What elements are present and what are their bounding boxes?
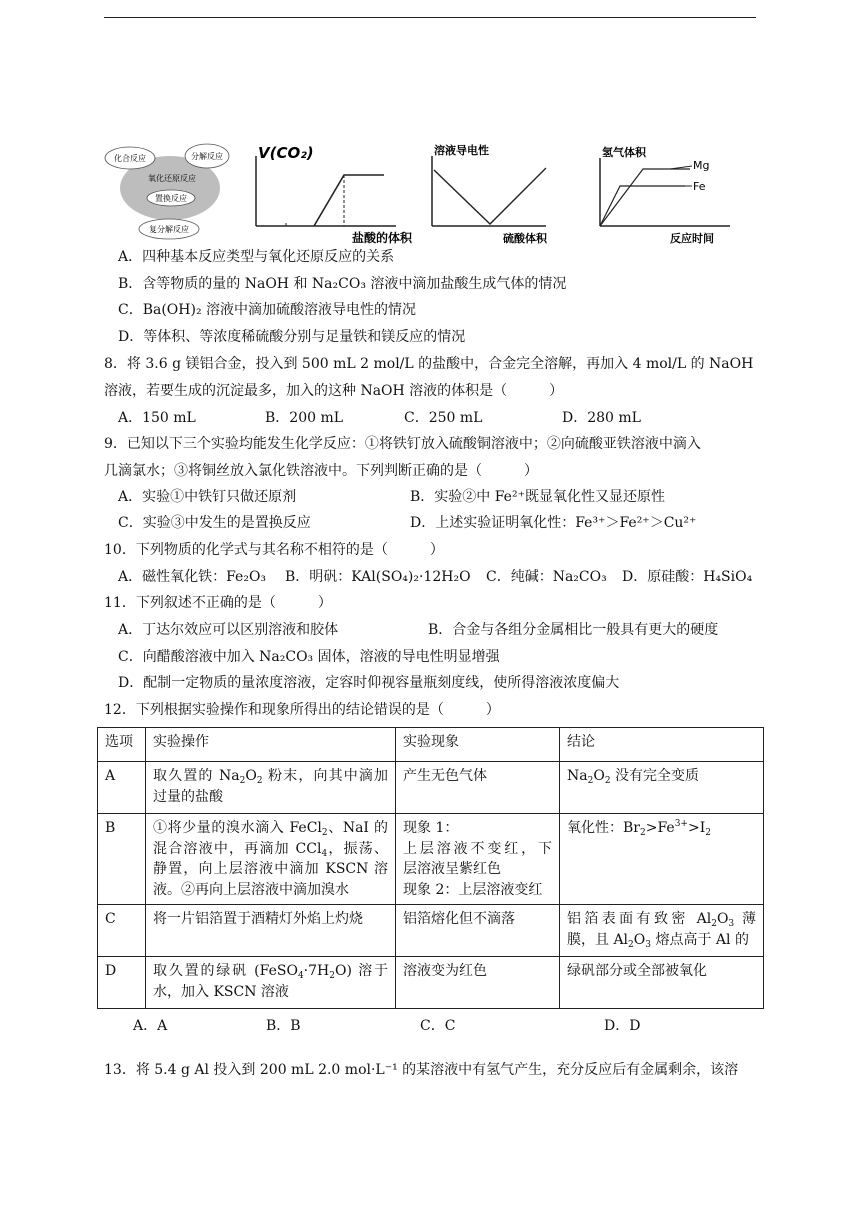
row-a-operation: 取久置的 $Na_2O_2$ 粉末，向其中滴加 过量的盐酸 [146, 762, 396, 814]
row-c-operation: 将一片铝箔置于酒精灯外焰上灼烧 [146, 905, 396, 957]
row-a-conclusion: $Na_2O_2$ 没有完全变质 [560, 762, 764, 814]
label-combination: 化合反应 [114, 154, 146, 163]
q11-option-b: B．合金与各组分金属相比一般具有更大的硬度 [428, 622, 719, 638]
row-c-phenomenon: 铝箔熔化但不滴落 [396, 905, 560, 957]
header-option: 选项 [98, 728, 146, 762]
q10-option-d: D．原硅酸：H₄SiO₄ [622, 569, 753, 585]
row-c-conclusion: 铝箔表面有致密 $Al_2O_3$ 薄 膜，且 $Al_2O_3$ 熔点高于 Al 的 [560, 905, 764, 957]
table-row-c [98, 905, 764, 957]
q9-stem-line-1: 9．已知以下三个实验均能发生化学反应：①将铁钉放入硫酸铜溶液中；②向硫酸亚铁溶液中滴入 [104, 436, 701, 452]
q7-option-c: C．Ba(OH)₂ 溶液中滴加硫酸溶液导电性的情况 [118, 302, 417, 318]
label-decomposition: 分解反应 [191, 152, 223, 161]
q7-option-d: D．等体积、等浓度稀硫酸分别与足量铁和镁反应的情况 [118, 329, 466, 345]
table-row-a [98, 762, 764, 814]
header-operation: 实验操作 [146, 728, 396, 762]
q13-stem-line-1: 13．将 5.4 g Al 投入到 200 mL 2.0 mol·L⁻¹ 的某溶液中有氢气产生，充分反应后有金属剩余，该溶 [104, 1062, 739, 1078]
q11-stem: 11．下列叙述不正确的是（ ） [104, 595, 332, 611]
row-d-operation: 取久置的绿矾 $(FeSO_4\cdot 7H_2O)$ 溶于 水，加入 KSCN 溶液 [146, 957, 396, 1009]
q8-option-c: C．250 mL [404, 410, 483, 426]
table-row-d [98, 957, 764, 1009]
q9-option-a: A．实验①中铁钉只做还原剂 [118, 489, 297, 505]
x-axis-label-sulfuric: 硫酸体积 [503, 232, 547, 245]
row-d-conclusion: 绿矾部分或全部被氧化 [560, 957, 764, 1009]
q10-option-a: A．磁性氧化铁：Fe₂O₃ [118, 569, 267, 585]
label-double-decomposition: 复分解反应 [149, 225, 189, 234]
q10-option-b: B．明矾：KAl(SO₄)₂·12H₂O [285, 569, 471, 585]
x-axis-label-time: 反应时间 [670, 232, 714, 245]
q8-option-a: A．150 mL [118, 410, 196, 426]
row-b-conclusion: 氧化性：$Br_2>Fe^{3+}>I_2$ [560, 814, 764, 905]
row-a-option: A [98, 762, 146, 814]
q7-option-a: A．四种基本反应类型与氧化还原反应的关系 [118, 249, 395, 265]
figure-conductivity [432, 143, 548, 245]
series-label-fe: Fe [693, 180, 706, 193]
y-axis-label-hydrogen: 氢气体积 [602, 146, 646, 159]
q12-option-d: D．D [604, 1018, 641, 1034]
table-row-b [98, 814, 764, 905]
header-phenomenon: 实验现象 [396, 728, 560, 762]
q9-option-b: B．实验②中 Fe²⁺既显氧化性又显还原性 [410, 489, 665, 505]
table-header-row [98, 728, 764, 762]
q12-stem: 12．下列根据实验操作和现象所得出的结论错误的是（ ） [104, 702, 500, 718]
q12-option-b: B．B [266, 1018, 301, 1034]
header-rule [104, 17, 756, 18]
figure-co2-volume [256, 144, 413, 245]
q11-option-c: C．向醋酸溶液中加入 Na₂CO₃ 固体，溶液的导电性明显增强 [118, 649, 500, 665]
label-redox: 氧化还原反应 [148, 174, 196, 183]
header-conclusion: 结论 [560, 728, 764, 762]
q12-option-a: A．A [133, 1018, 168, 1034]
series-label-mg: Mg [693, 159, 710, 172]
row-a-phenomenon: 产生无色气体 [396, 762, 560, 814]
row-b-operation: ①将少量的溴水滴入 FeCl$_2$、NaI 的 混合溶液中，再滴加 CCl$_4$，振荡、 静置，向上层溶液中滴加 KSCN 溶 液。②再向上层溶液中滴加溴水 [146, 814, 396, 905]
question-7-figures [100, 138, 760, 250]
figure-hydrogen [600, 145, 730, 245]
x-axis-label-hcl: 盐酸的体积 [352, 231, 413, 245]
q8-stem-line-2: 溶液，若要生成的沉淀最多，加入的这种 NaOH 溶液的体积是（ ） [104, 383, 564, 399]
row-d-option: D [98, 957, 146, 1009]
q12-experiment-table [97, 727, 764, 1009]
q8-option-b: B．200 mL [265, 410, 344, 426]
label-displacement: 置换反应 [155, 194, 187, 203]
y-axis-label-co2: V(CO₂) [258, 144, 314, 162]
figure-reaction-types [105, 144, 229, 239]
q10-stem: 10．下列物质的化学式与其名称不相符的是（ ） [104, 542, 444, 558]
y-axis-label-conductivity: 溶液导电性 [434, 144, 489, 157]
q8-stem-line-1: 8．将 3.6 g 镁铝合金，投入到 500 mL 2 mol/L 的盐酸中，合金完全溶解，再加入 4 mol/L 的 NaOH [104, 356, 754, 372]
q11-option-a: A．丁达尔效应可以区别溶液和胶体 [118, 622, 339, 638]
q12-option-c: C．C [420, 1018, 456, 1034]
q9-option-c: C．实验③中发生的是置换反应 [118, 515, 311, 531]
q7-option-b: B．含等物质的量的 NaOH 和 Na₂CO₃ 溶液中滴加盐酸生成气体的情况 [118, 276, 567, 292]
q9-option-d: D．上述实验证明氧化性：Fe³⁺＞Fe²⁺＞Cu²⁺ [410, 515, 697, 531]
row-b-option: B [98, 814, 146, 905]
row-d-phenomenon: 溶液变为红色 [396, 957, 560, 1009]
q8-option-d: D．280 mL [562, 410, 641, 426]
row-c-option: C [98, 905, 146, 957]
q9-stem-line-2: 几滴氯水；③将铜丝放入氯化铁溶液中。下列判断正确的是（ ） [104, 463, 538, 479]
q11-option-d: D．配制一定物质的量浓度溶液，定容时仰视容量瓶刻度线，使所得溶液浓度偏大 [118, 675, 620, 691]
q10-option-c: C．纯碱：Na₂CO₃ [486, 569, 607, 585]
row-b-phenomenon: 现象 1： 上层溶液不变红，下 层溶液呈紫红色 现象 2：上层溶液变红 [396, 814, 560, 905]
